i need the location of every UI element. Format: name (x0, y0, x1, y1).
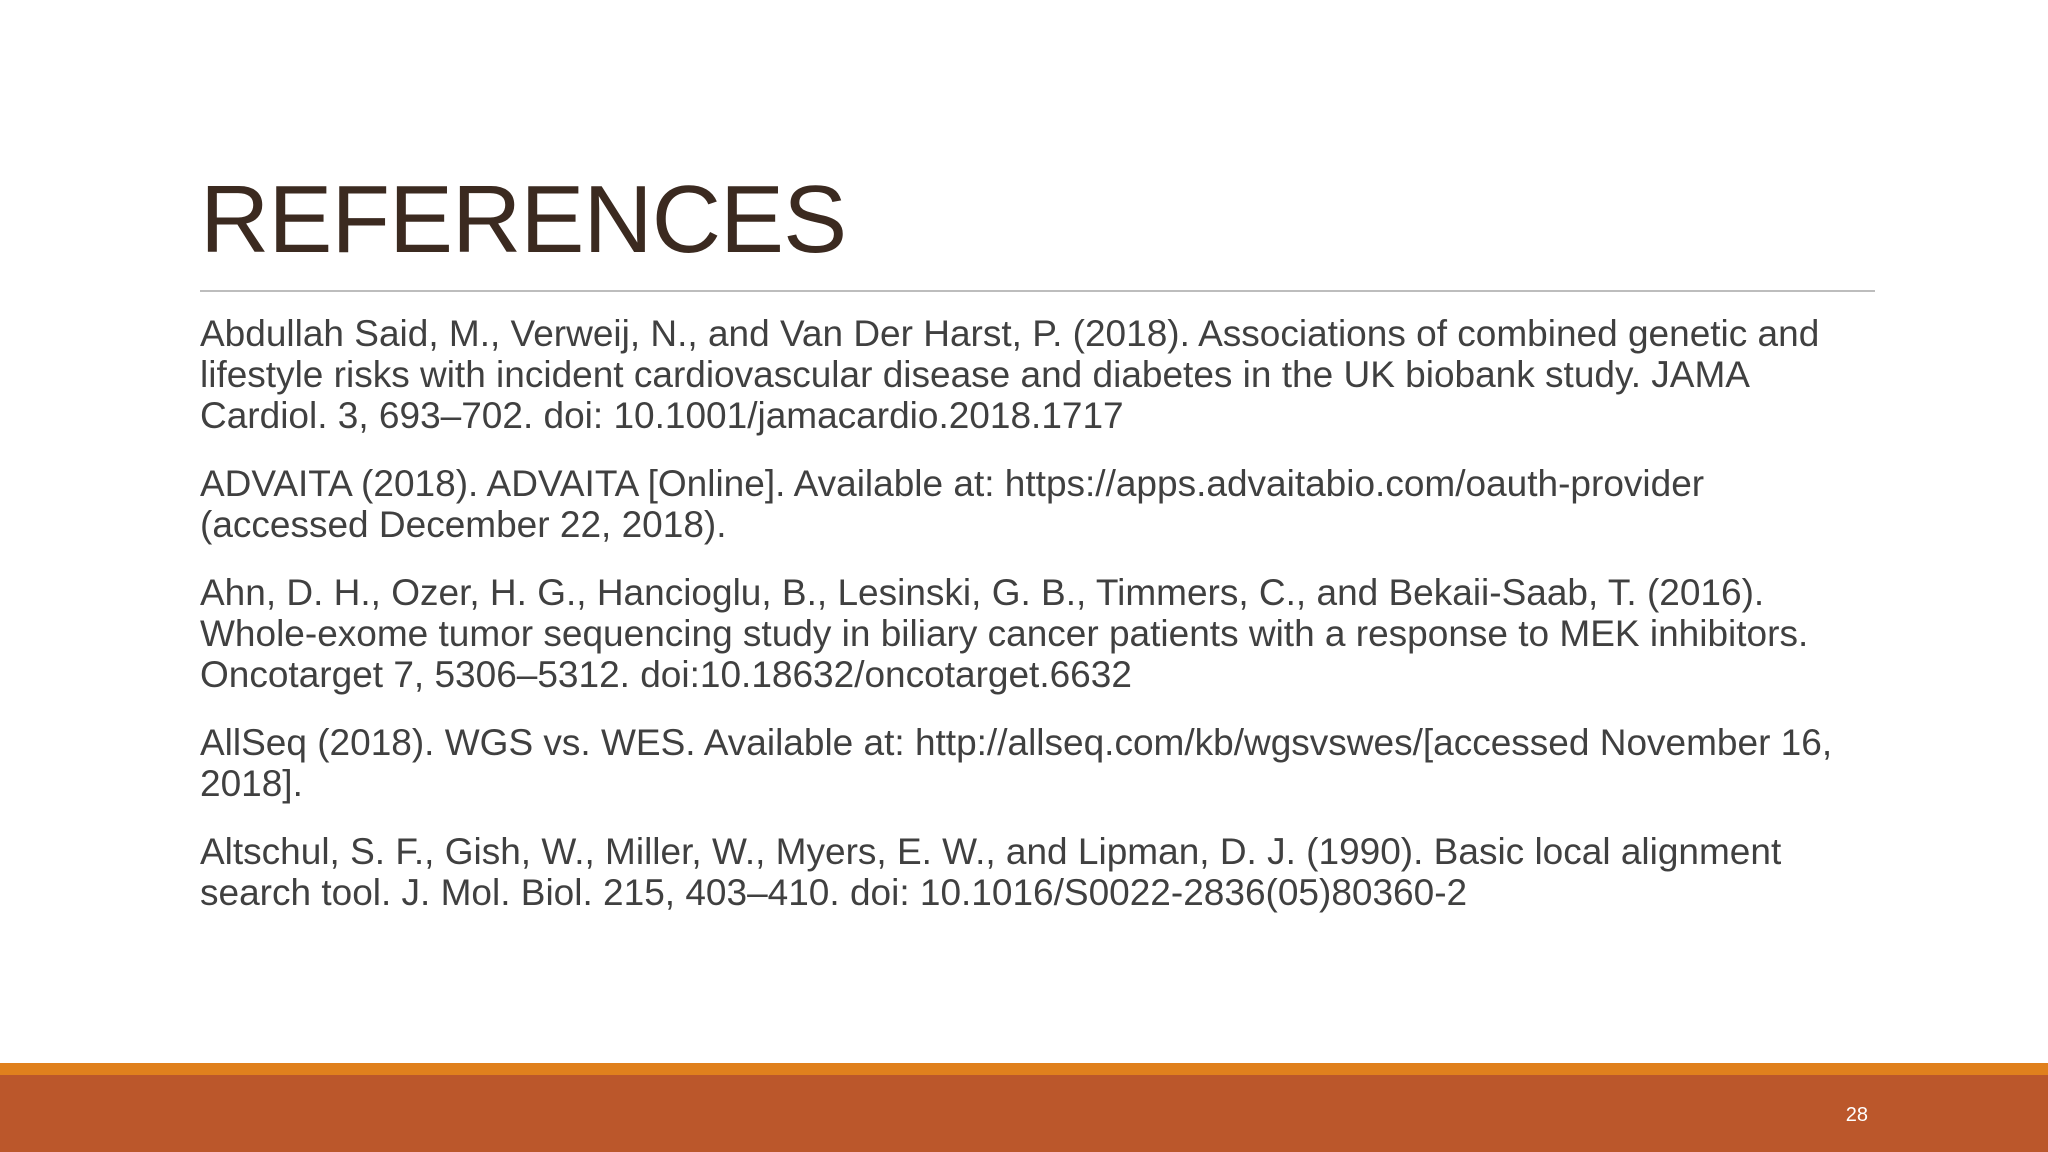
reference-item: Ahn, D. H., Ozer, H. G., Hancioglu, B., Lesinski, G. B., Timmers, C., and Bekaii-Saab, T. (2016). Whole-exome tumor sequencing study in biliary cancer patients with a response to MEK inhibitors. Oncotarget 7, 5306–5312. doi:10.18632/oncotarget.6632 (200, 572, 1809, 695)
slide-title: REFERENCES (200, 166, 847, 273)
reference-item: Altschul, S. F., Gish, W., Miller, W., Myers, E. W., and Lipman, D. J. (1990). Basic local alignment search tool. J. Mol. Biol. 215, 403–410. doi: 10.1016/S0022-2836(05)80360-2 (200, 831, 1782, 913)
footer-bar (0, 1075, 2048, 1152)
page-number: 28 (1845, 1104, 1868, 1126)
reference-item: AllSeq (2018). WGS vs. WES. Available at: http://allseq.com/kb/wgsvswes/[accessed November 16, 2018]. (200, 722, 1833, 804)
reference-list (200, 313, 1875, 940)
title-divider (200, 290, 1875, 292)
footer-accent-stripe (0, 1063, 2048, 1075)
reference-item: ADVAITA (2018). ADVAITA [Online]. Available at: https://apps.advaitabio.com/oauth-provider (accessed December 22, 2018). (200, 463, 1705, 545)
reference-item: Abdullah Said, M., Verweij, N., and Van Der Harst, P. (2018). Associations of combined genetic and lifestyle risks with incident cardiovascular disease and diabetes in the UK biobank study. JAMA Cardiol. 3, 693–702. doi: 10.1001/jamacardio.2018.1717 (200, 313, 1820, 436)
